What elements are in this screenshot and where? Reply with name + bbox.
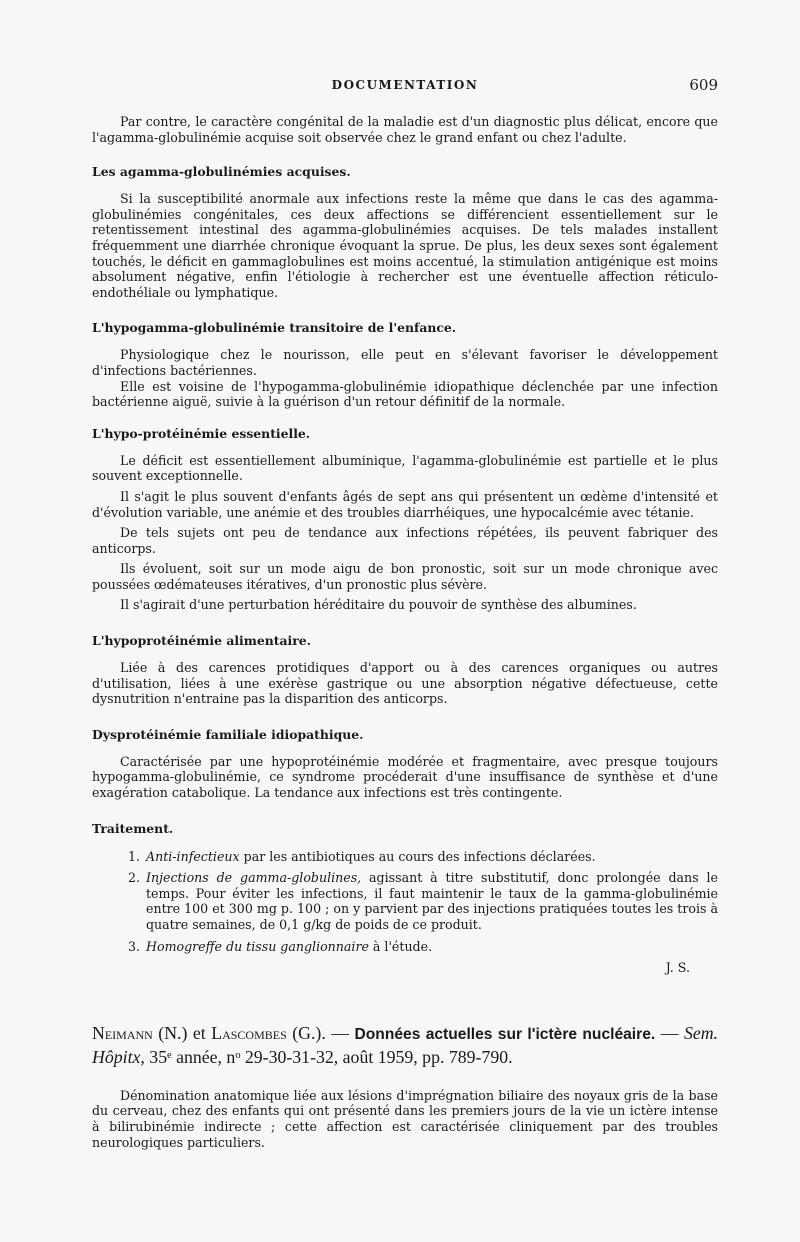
treatment-item-text: agissant à titre substitutif, donc prolongée dans le temps. Pour éviter les infections, il faut maintenir le taux de la gamma-globulinémie entre 100 et 300 mg p. 100 ; on y parvient par des injections pratiquées toutes les trois à quatre semaines, de 0,1 g/kg de poids de ce produit. [146,870,718,932]
treatment-item-title: Homogreffe du tissu ganglionnaire [146,938,369,954]
paragraph-alimentaire: Liée à des carences protidiques d'apport ou à des carences organiques ou autres d'utilisation, liées à une exérèse gastrique ou une absorption négative défectueuse, cette dysnutrition n'entraine pas la disparition des anticorps. [92,660,718,707]
treatment-item-3 [144,939,718,955]
treatment-item-title: Injections de gamma-globulines, [146,870,362,886]
paragraph-essentielle-2: Il s'agit le plus souvent d'enfants âgés de sept ans qui présentent un œdème d'intensité et d'évolution variable, une anémie et des troubles diarrhéiques, une hypocalcémie avec tétanie. [92,488,718,520]
treatment-item-2 [144,870,718,932]
author-1: Neimann (N.) [92,1022,188,1043]
citation-details: 35ᵉ année, nᵒ 29-30-31-32, août 1959, pp. 789-790. [149,1046,513,1067]
author-connector: et [192,1022,206,1043]
signature: J. S. [665,960,690,976]
paragraph-essentielle-4: Ils évoluent, soit sur un mode aigu de bon pronostic, soit sur un mode chronique avec poussées œdémateuses itératives, d'un pronostic plus sévère. [92,561,718,592]
paragraph-essentielle-1: Le déficit est essentiellement albuminique, l'agamma-globulinémie est partielle et le plus souvent exceptionnelle. [92,452,718,484]
section-heading-transitoire: L'hypogamma-globulinémie transitoire de l'enfance. [92,320,457,336]
paragraph-familiale: Caractérisée par une hypoprotéinémie modérée et fragmentaire, avec presque toujours hypogamma-globulinémie, ce syndrome procéderait d'une insuffisance de synthèse et d'une exagération catabolique. La tendance aux infections est très contingente. [92,753,718,801]
section-heading-alimentaire: L'hypoprotéinémie alimentaire. [92,633,311,649]
citation-dash: — [331,1022,350,1043]
paragraph-transitoire-1: Physiologique chez le nourisson, elle peut en s'élevant favoriser le développement d'infections bactériennes. [92,347,718,378]
paragraph-essentielle-5: Il s'agirait d'une perturbation héréditaire du pouvoir de synthèse des albumines. [120,597,637,613]
running-title: DOCUMENTATION [331,78,479,92]
paragraph-essentielle-3: De tels sujets ont peu de tendance aux infections répétées, ils peuvent fabriquer des anticorps. [92,525,718,556]
running-head [92,78,718,98]
treatment-item-text: à l'étude. [368,938,433,954]
treatment-item-title: Anti-infectieux [146,848,240,864]
section-heading-acquises: Les agamma-globulinémies acquises. [92,164,351,180]
citation-dash-2: — [660,1022,679,1043]
page-number: 609 [689,76,718,94]
section-heading-essentielle: L'hypo-protéinémie essentielle. [92,425,311,441]
section-heading-familiale: Dysprotéinémie familiale idiopathique. [92,726,364,742]
journal-name: Sem. Hôpitx, [92,1022,719,1067]
intro-paragraph: Par contre, le caractère congénital de la maladie est d'un diagnostic plus délicat, encore que l'agamma-globulinémie acquise soit observée chez le grand enfant ou chez l'adulte. [92,114,718,145]
article-title: Données actuelles sur l'ictère nucléaire. [354,1025,656,1043]
treatment-item-text: par les antibiotiques au cours des infections déclarées. [239,848,596,864]
treatment-list [92,849,718,955]
document-body [92,114,718,1150]
reference-abstract: Dénomination anatomique liée aux lésions d'imprégnation biliaire des noyaux gris de la base du cerveau, chez des enfants qui ont présenté dans les premiers jours de la vie un ictère intense à bilirubinémie indirecte ; cette affection est caractérisée cliniquement par des troubles neurologiques particuliers. [92,1087,718,1150]
paragraph-acquises: Si la susceptibilité anormale aux infections reste la même que dans le cas des agamma-globulinémies congénitales, ces deux affections se différencient essentiellement sur le retentissement intestinal des agamma-globulinémies acquises. De tels malades installent fréquemment une diarrhée chronique évoquant la sprue. De plus, les deux sexes sont également touchés, le déficit en gammaglobulines est moins accentué, la stimulation antigénique est moins absolument négative, enfin l'étiologie à rechercher est une éventuelle affection réticulo-endothéliale ou lymphatique. [92,191,718,300]
author-2: Lascombes (G.). [211,1022,326,1043]
reference-citation [92,1022,718,1068]
paragraph-transitoire-2: Elle est voisine de l'hypogamma-globulinémie idiopathique déclenchée par une infection bactérienne aiguë, suivie à la guérison d'un retour définitif de la normale. [92,378,718,410]
treatment-item-1 [144,849,718,865]
section-heading-traitement: Traitement. [92,820,174,836]
